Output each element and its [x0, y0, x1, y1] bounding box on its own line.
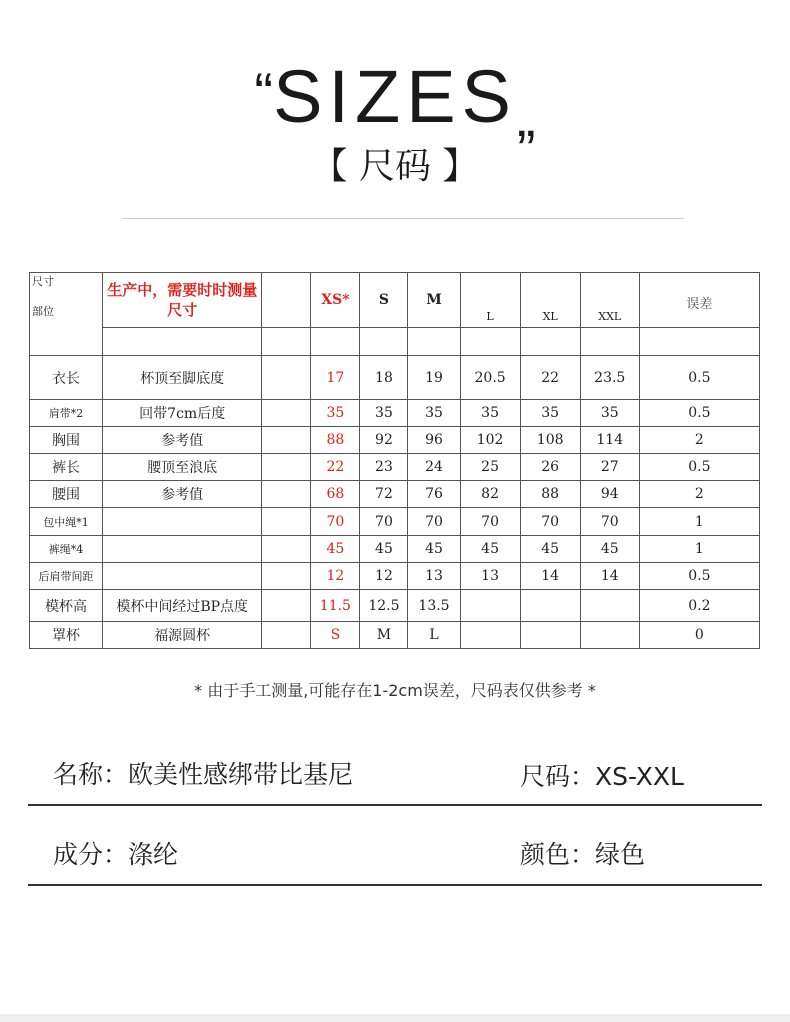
size-header-xxl: XXL [580, 273, 639, 328]
table-spacer-row [30, 328, 760, 356]
error-value: 0.5 [639, 454, 759, 481]
open-quote: “ [254, 61, 274, 124]
product-name: 名称：欧美性感绑带比基尼 [53, 760, 354, 789]
blank-cell [262, 536, 311, 563]
size-value-l: 45 [460, 536, 520, 563]
measure-note-header: 生产中，需要时时测量尺寸 [103, 273, 262, 328]
size-value-xxl: 114 [580, 427, 639, 454]
size-value-xs: 11.5 [311, 590, 360, 622]
size-value-s: 12.5 [360, 590, 408, 622]
size-value-m: 19 [408, 356, 460, 400]
size-value-xxl: 35 [580, 400, 639, 427]
part-cell: 裤绳*4 [30, 536, 103, 563]
size-value-xl [520, 590, 580, 622]
divider [122, 218, 684, 219]
size-value-xxl: 27 [580, 454, 639, 481]
blank-cell [262, 508, 311, 536]
size-value-l: 102 [460, 427, 520, 454]
size-value-l: 20.5 [460, 356, 520, 400]
spacer-cell [580, 328, 639, 356]
size-value-l: 82 [460, 481, 520, 508]
table-row [30, 508, 760, 536]
size-value-s: 72 [360, 481, 408, 508]
size-value-xl [520, 622, 580, 649]
part-cell: 衣长 [30, 356, 103, 400]
size-value-xl: 88 [520, 481, 580, 508]
blank-cell [262, 590, 311, 622]
table-row [30, 356, 760, 400]
size-value-m: 24 [408, 454, 460, 481]
error-value: 0.2 [639, 590, 759, 622]
table-row [30, 622, 760, 649]
part-cell: 腰围 [30, 481, 103, 508]
size-value-xs: 35 [311, 400, 360, 427]
method-cell: 腰顶至浪底 [103, 454, 262, 481]
size-value-m: 70 [408, 508, 460, 536]
product-size-range: 尺码：XS-XXL [520, 762, 684, 791]
size-value-xs: 68 [311, 481, 360, 508]
method-cell: 参考值 [103, 427, 262, 454]
size-value-s: 35 [360, 400, 408, 427]
blank-header [262, 273, 311, 328]
spacer-cell [311, 328, 360, 356]
size-value-m: 45 [408, 536, 460, 563]
measurement-note: * 由于手工测量,可能存在1-2cm误差，尺码表仅供参考 * [194, 681, 596, 700]
error-value: 1 [639, 536, 759, 563]
size-value-l: 70 [460, 508, 520, 536]
corner-cell [30, 273, 103, 356]
spacer-cell [520, 328, 580, 356]
size-table [29, 272, 760, 649]
part-cell: 胸围 [30, 427, 103, 454]
size-value-xxl: 23.5 [580, 356, 639, 400]
size-value-xl: 22 [520, 356, 580, 400]
error-value: 2 [639, 427, 759, 454]
blank-cell [262, 356, 311, 400]
size-value-xxl: 45 [580, 536, 639, 563]
size-value-s: 23 [360, 454, 408, 481]
spacer-cell [262, 328, 311, 356]
product-material: 成分：涤纶 [53, 840, 179, 869]
size-value-m: 13.5 [408, 590, 460, 622]
part-cell: 包中绳*1 [30, 508, 103, 536]
part-cell: 后肩带间距 [30, 563, 103, 590]
size-value-xl: 26 [520, 454, 580, 481]
part-cell: 罩杯 [30, 622, 103, 649]
info-divider [28, 884, 762, 886]
method-cell [103, 563, 262, 590]
error-value: 0.5 [639, 563, 759, 590]
table-row [30, 563, 760, 590]
error-value: 0 [639, 622, 759, 649]
size-value-xs: 45 [311, 536, 360, 563]
corner-size-label: 尺寸 [32, 275, 54, 288]
size-value-s: 70 [360, 508, 408, 536]
size-header-s: S [360, 273, 408, 328]
blank-cell [262, 481, 311, 508]
blank-cell [262, 400, 311, 427]
size-value-xl: 108 [520, 427, 580, 454]
table-row [30, 400, 760, 427]
blank-cell [262, 454, 311, 481]
size-value-s: 12 [360, 563, 408, 590]
error-header: 误差 [639, 273, 759, 328]
size-value-xxl [580, 622, 639, 649]
size-value-xs: 88 [311, 427, 360, 454]
method-cell: 杯顶至脚底度 [103, 356, 262, 400]
bottom-band [0, 1014, 790, 1022]
method-cell: 参考值 [103, 481, 262, 508]
size-value-l [460, 590, 520, 622]
size-value-s: 45 [360, 536, 408, 563]
size-value-s: M [360, 622, 408, 649]
table-row [30, 427, 760, 454]
method-cell: 模杯中间经过BP点度 [103, 590, 262, 622]
spacer-cell [408, 328, 460, 356]
method-cell [103, 536, 262, 563]
size-value-xl: 35 [520, 400, 580, 427]
size-value-xl: 70 [520, 508, 580, 536]
size-value-m: L [408, 622, 460, 649]
error-value: 0.5 [639, 400, 759, 427]
size-value-l: 35 [460, 400, 520, 427]
size-value-xxl: 14 [580, 563, 639, 590]
size-header-xl: XL [520, 273, 580, 328]
blank-cell [262, 622, 311, 649]
size-header-l: L [460, 273, 520, 328]
info-divider [28, 804, 762, 806]
table-row [30, 590, 760, 622]
method-cell [103, 508, 262, 536]
size-value-l: 13 [460, 563, 520, 590]
size-value-xs: S [311, 622, 360, 649]
size-value-xs: 12 [311, 563, 360, 590]
page-subtitle: 【 尺码 】 [311, 146, 479, 187]
size-value-s: 92 [360, 427, 408, 454]
spacer-cell [639, 328, 759, 356]
spacer-cell [460, 328, 520, 356]
size-value-l [460, 622, 520, 649]
error-value: 1 [639, 508, 759, 536]
part-cell: 裤长 [30, 454, 103, 481]
title-text: SIZES [273, 55, 517, 138]
close-quote: „ [516, 85, 536, 148]
blank-cell [262, 563, 311, 590]
size-value-m: 35 [408, 400, 460, 427]
size-value-xxl: 70 [580, 508, 639, 536]
size-value-m: 76 [408, 481, 460, 508]
size-value-xxl [580, 590, 639, 622]
size-value-s: 18 [360, 356, 408, 400]
spacer-cell [360, 328, 408, 356]
size-header-m: M [408, 273, 460, 328]
table-row [30, 536, 760, 563]
size-value-xs: 22 [311, 454, 360, 481]
table-row [30, 454, 760, 481]
size-value-m: 13 [408, 563, 460, 590]
error-value: 0.5 [639, 356, 759, 400]
corner-part-label: 部位 [32, 305, 54, 318]
part-cell: 肩带*2 [30, 400, 103, 427]
size-value-xxl: 94 [580, 481, 639, 508]
size-value-m: 96 [408, 427, 460, 454]
table-header-row [30, 273, 760, 328]
method-cell: 回带7cm后度 [103, 400, 262, 427]
size-value-xs: 70 [311, 508, 360, 536]
error-value: 2 [639, 481, 759, 508]
blank-cell [262, 427, 311, 454]
size-value-xl: 14 [520, 563, 580, 590]
size-value-xl: 45 [520, 536, 580, 563]
table-row [30, 481, 760, 508]
size-header-xs: XS* [311, 273, 360, 328]
method-cell: 福源圆杯 [103, 622, 262, 649]
product-color: 颜色：绿色 [520, 840, 646, 869]
size-value-l: 25 [460, 454, 520, 481]
spacer-cell [103, 328, 262, 356]
size-value-xs: 17 [311, 356, 360, 400]
part-cell: 模杯高 [30, 590, 103, 622]
